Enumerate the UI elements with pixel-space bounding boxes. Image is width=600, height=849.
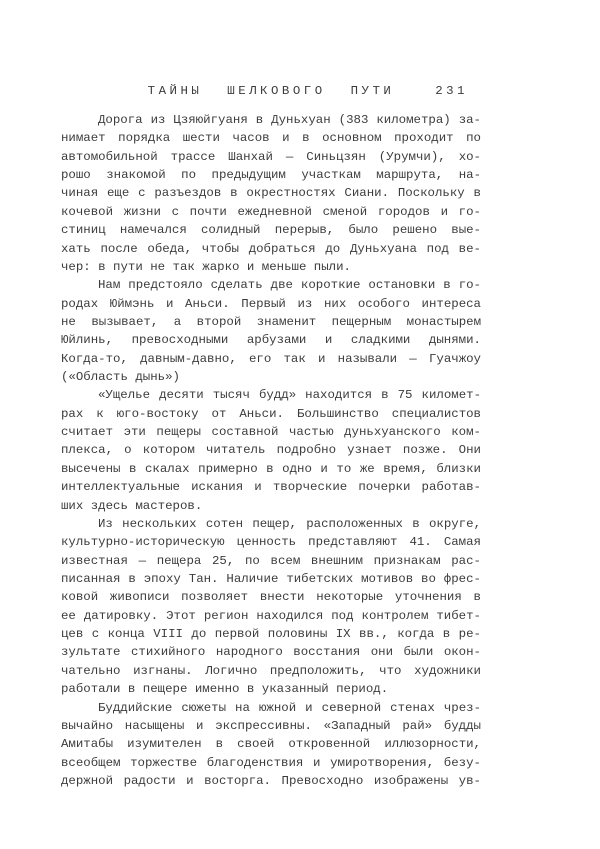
text-line: Нам предстояло сделать две короткие остановки в го- — [98, 278, 481, 293]
text-line: Дорога из Цзяюйгуаня в Дуньхуан (383 километра) за- — [98, 113, 481, 127]
text-line: автомобильной трассе Шанхай — Синьцзян (Урумчи), хо- — [61, 149, 481, 164]
text-line: стиниц намечался солидный перерыв, было решено вые- — [61, 223, 481, 238]
text-line: ших здесь мастеров. — [61, 498, 203, 513]
body-text — [61, 111, 481, 790]
text-line: известная — пещера 25, по всем внешним признакам рас- — [61, 553, 481, 568]
text-line: культурно-историческую ценность представляют 41. Самая — [61, 535, 481, 550]
text-line: высечены в скалах примерно в одно и то же время, близки — [61, 461, 481, 476]
text-line: чер: в пути не так жарко и меньше пыли. — [61, 259, 351, 274]
text-line: нимает порядка шести часов и в основном проходит по — [61, 131, 481, 146]
paragraph — [61, 386, 481, 515]
text-line: интеллектуальные искания и творческие почерки работав- — [61, 480, 481, 495]
text-line: кочевой жизни с почти ежедневной сменой городов и го- — [61, 204, 481, 219]
paragraph — [61, 515, 481, 699]
text-line: зультате стихийного народного восстания они были окон- — [61, 645, 481, 660]
text-line: вычайно насыщены и экспрессивны. «Западный рай» будды — [61, 718, 481, 733]
text-line: Когда-то, давным-давно, его так и называли — Гуачжоу — [61, 351, 481, 366]
text-line: работали в пещере именно в указанный период. — [61, 682, 389, 697]
page-number: 231 — [435, 84, 468, 98]
text-line: чательно изгнаны. Логично предположить, что художники — [61, 663, 481, 678]
text-line: Из нескольких сотен пещер, расположенных в округе, — [98, 516, 481, 531]
text-line: родах Юймэнь и Аньси. Первый из них особого интереса — [61, 296, 481, 311]
paragraph — [61, 276, 481, 386]
text-line: ее датировку. Этот регион находился под контролем тибет- — [61, 608, 481, 623]
text-line: ковой живописи позволяет внести некоторые уточнения в — [61, 590, 481, 605]
text-line: не вызывает, а второй знаменит пещерным монастырем — [61, 314, 481, 329]
running-title: ТАЙНЫ ШЕЛКОВОГО ПУТИ — [147, 84, 395, 98]
text-line: Амитабы изумителен в своей откровенной иллюзорности, — [61, 737, 481, 752]
text-line: всеобщем торжестве благоденствия и умиротворения, безу- — [61, 755, 481, 770]
paragraph — [61, 699, 481, 791]
text-line: плекса, о котором читатель подробно узнает позже. Они — [61, 443, 481, 458]
text-line: Буддийские сюжеты на южной и северной стенах чрез- — [98, 700, 481, 715]
text-line: считает эти пещеры составной частью дуньхуанского ком- — [61, 425, 481, 440]
text-line: держной радости и восторга. Превосходно изображены ув- — [61, 773, 481, 788]
text-line: («Область дынь») — [61, 370, 180, 385]
text-line: хать после обеда, чтобы добраться до Дуньхуана под ве- — [61, 241, 481, 256]
text-line: рах к юго-востоку от Аньси. Большинство специалистов — [61, 406, 481, 421]
paragraph — [61, 111, 481, 276]
page-header — [61, 84, 481, 100]
text-line: писанная в эпоху Тан. Наличие тибетских мотивов во фрес- — [61, 571, 481, 586]
text-line: цев с конца VIII до первой половины IX вв., когда в ре- — [61, 627, 481, 642]
text-line: Юйлинь, превосходными арбузами и сладкими дынями. — [61, 333, 481, 348]
text-line: рошо знакомой по предыдущим участкам маршрута, на- — [61, 168, 481, 183]
text-line: «Ущелье десяти тысяч будд» находится в 75 километ- — [98, 388, 481, 403]
text-line: чиная еще с разъездов в окрестностях Сиани. Поскольку в — [61, 186, 481, 201]
